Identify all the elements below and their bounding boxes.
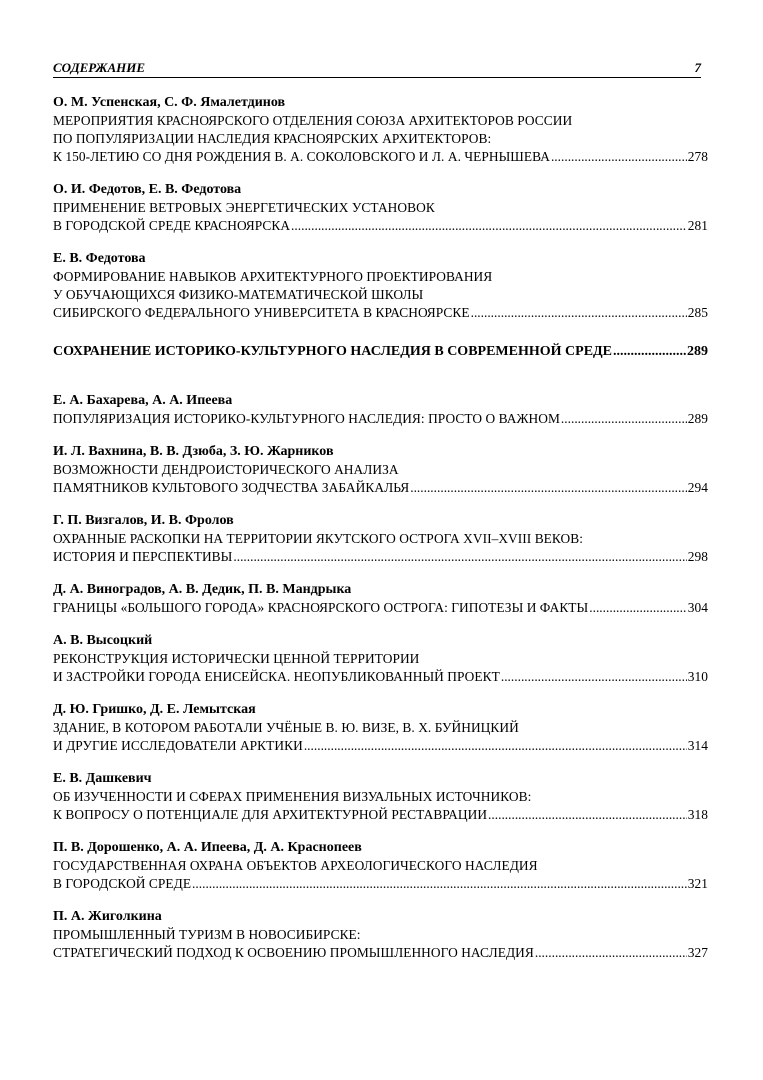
toc-entry[interactable]: [53, 392, 708, 428]
entry-last-line: [53, 737, 708, 755]
entry-title-line: СТРАТЕГИЧЕСКИЙ ПОДХОД К ОСВОЕНИЮ ПРОМЫШЛЕННОГО НАСЛЕДИЯ: [53, 945, 534, 960]
entry-page-number: 281: [687, 218, 708, 233]
entry-title-line: ПОПУЛЯРИЗАЦИЯ ИСТОРИКО-КУЛЬТУРНОГО НАСЛЕДИЯ: ПРОСТО О ВАЖНОМ: [53, 411, 560, 426]
toc-entry[interactable]: [53, 632, 708, 686]
entry-title-line: ФОРМИРОВАНИЕ НАВЫКОВ АРХИТЕКТУРНОГО ПРОЕКТИРОВАНИЯ: [53, 269, 493, 284]
entry-authors: Е. А. Бахарева, А. А. Ипеева: [53, 393, 233, 408]
entry-title-line: ОХРАННЫЕ РАСКОПКИ НА ТЕРРИТОРИИ ЯКУТСКОГО ОСТРОГА XVII–XVIII ВЕКОВ:: [53, 531, 584, 546]
dot-leader: [410, 479, 687, 497]
entry-authors: Д. А. Виноградов, А. В. Дедик, П. В. Мандрыка: [53, 582, 352, 597]
entry-title-line: ГРАНИЦЫ «БОЛЬШОГО ГОРОДА» КРАСНОЯРСКОГО ОСТРОГА: ГИПОТЕЗЫ И ФАКТЫ: [53, 600, 589, 615]
entry-page-number: 278: [687, 149, 708, 164]
toc-entry[interactable]: [53, 94, 708, 166]
toc-group-2: [53, 392, 708, 962]
dot-leader: [613, 343, 686, 361]
entry-last-line: [53, 410, 708, 428]
toc-entry[interactable]: [53, 770, 708, 824]
entry-title-line: ВОЗМОЖНОСТИ ДЕНДРОИСТОРИЧЕСКОГО АНАЛИЗА: [53, 462, 399, 477]
toc-entry[interactable]: [53, 908, 708, 962]
entry-page-number: 289: [687, 411, 708, 426]
entry-authors: И. Л. Вахнина, В. В. Дзюба, З. Ю. Жарников: [53, 444, 334, 459]
entry-authors: А. В. Высоцкий: [53, 633, 153, 648]
entry-title-line: И ЗАСТРОЙКИ ГОРОДА ЕНИСЕЙСКА. НЕОПУБЛИКОВАННЫЙ ПРОЕКТ: [53, 669, 500, 684]
dot-leader: [551, 148, 687, 166]
entry-page-number: 285: [687, 305, 708, 320]
toc-entry[interactable]: [53, 181, 708, 235]
dot-leader: [561, 410, 687, 428]
entry-authors: Е. В. Федотова: [53, 251, 146, 266]
entry-title-line: ОБ ИЗУЧЕННОСТИ И СФЕРАХ ПРИМЕНЕНИЯ ВИЗУАЛЬНЫХ ИСТОЧНИКОВ:: [53, 789, 532, 804]
entry-authors: Е. В. Дашкевич: [53, 771, 152, 786]
entry-last-line: [53, 875, 708, 893]
entry-title-line: К ВОПРОСУ О ПОТЕНЦИАЛЕ ДЛЯ АРХИТЕКТУРНОЙ РЕСТАВРАЦИИ: [53, 807, 488, 822]
dot-leader: [304, 737, 687, 755]
header-page-number: 7: [694, 60, 701, 75]
toc-entry[interactable]: [53, 443, 708, 497]
entry-authors: О. М. Успенская, С. Ф. Ямалетдинов: [53, 95, 286, 110]
dot-leader: [488, 806, 687, 824]
dot-leader: [535, 944, 687, 962]
entry-page-number: 314: [687, 738, 708, 753]
entry-title-line: И ДРУГИЕ ИССЛЕДОВАТЕЛИ АРКТИКИ: [53, 738, 303, 753]
entry-title-line: К 150-ЛЕТИЮ СО ДНЯ РОЖДЕНИЯ В. А. СОКОЛОВСКОГО И Л. А. ЧЕРНЫШЕВА: [53, 149, 550, 164]
entry-title-line: В ГОРОДСКОЙ СРЕДЕ: [53, 876, 192, 891]
toc-entry[interactable]: [53, 839, 708, 893]
entry-title-line: ПРОМЫШЛЕННЫЙ ТУРИЗМ В НОВОСИБИРСКЕ:: [53, 927, 361, 942]
section-title: СОХРАНЕНИЕ ИСТОРИКО-КУЛЬТУРНОГО НАСЛЕДИЯ В СОВРЕМЕННОЙ СРЕДЕ: [53, 344, 613, 359]
entry-page-number: 327: [687, 945, 708, 960]
entry-last-line: [53, 479, 708, 497]
entry-title-line: ИСТОРИЯ И ПЕРСПЕКТИВЫ: [53, 549, 233, 564]
entry-page-number: 304: [687, 600, 708, 615]
entry-last-line: [53, 304, 708, 322]
toc-entry[interactable]: [53, 250, 708, 322]
toc-group-1: [53, 94, 708, 322]
entry-last-line: [53, 668, 708, 686]
entry-page-number: 321: [687, 876, 708, 891]
entry-title-line: СИБИРСКОГО ФЕДЕРАЛЬНОГО УНИВЕРСИТЕТА В КРАСНОЯРСКЕ: [53, 305, 470, 320]
toc-section-heading[interactable]: [53, 343, 708, 361]
entry-page-number: 318: [687, 807, 708, 822]
dot-leader: [291, 217, 687, 235]
entry-title-line: ПРИМЕНЕНИЕ ВЕТРОВЫХ ЭНЕРГЕТИЧЕСКИХ УСТАНОВОК: [53, 200, 435, 215]
entry-last-line: [53, 806, 708, 824]
running-header: [53, 61, 701, 78]
entry-last-line: [53, 944, 708, 962]
dot-leader: [589, 599, 686, 617]
toc-entry[interactable]: [53, 701, 708, 755]
entry-last-line: [53, 599, 708, 617]
entry-authors: П. В. Дорошенко, А. А. Ипеева, Д. А. Краснопеев: [53, 840, 362, 855]
entry-title-line: В ГОРОДСКОЙ СРЕДЕ КРАСНОЯРСКА: [53, 218, 291, 233]
entry-title-line: ГОСУДАРСТВЕННАЯ ОХРАНА ОБЪЕКТОВ АРХЕОЛОГИЧЕСКОГО НАСЛЕДИЯ: [53, 858, 538, 873]
entry-title-line: РЕКОНСТРУКЦИЯ ИСТОРИЧЕСКИ ЦЕННОЙ ТЕРРИТОРИИ: [53, 651, 420, 666]
header-title: СОДЕРЖАНИЕ: [53, 60, 146, 75]
dot-leader: [233, 548, 686, 566]
entry-authors: Д. Ю. Гришко, Д. Е. Лемытская: [53, 702, 256, 717]
entry-title-line: ПАМЯТНИКОВ КУЛЬТОВОГО ЗОДЧЕСТВА ЗАБАЙКАЛЬЯ: [53, 480, 410, 495]
dot-leader: [471, 304, 687, 322]
toc-list: [53, 94, 708, 977]
entry-last-line: [53, 548, 708, 566]
entry-last-line: [53, 217, 708, 235]
entry-last-line: [53, 148, 708, 166]
entry-authors: Г. П. Визгалов, И. В. Фролов: [53, 513, 234, 528]
toc-entry[interactable]: [53, 581, 708, 617]
dot-leader: [501, 668, 687, 686]
dot-leader: [192, 875, 687, 893]
section-page: 289: [687, 344, 708, 359]
entry-title-line: ЗДАНИЕ, В КОТОРОМ РАБОТАЛИ УЧЁНЫЕ В. Ю. ВИЗЕ, В. Х. БУЙНИЦКИЙ: [53, 720, 519, 735]
toc-entry[interactable]: [53, 512, 708, 566]
entry-authors: П. А. Жиголкина: [53, 909, 162, 924]
entry-page-number: 298: [687, 549, 708, 564]
entry-authors: О. И. Федотов, Е. В. Федотова: [53, 182, 242, 197]
entry-title-line: У ОБУЧАЮЩИХСЯ ФИЗИКО-МАТЕМАТИЧЕСКОЙ ШКОЛЫ: [53, 287, 424, 302]
entry-page-number: 294: [687, 480, 708, 495]
entry-page-number: 310: [687, 669, 708, 684]
entry-title-line: ПО ПОПУЛЯРИЗАЦИИ НАСЛЕДИЯ КРАСНОЯРСКИХ АРХИТЕКТОРОВ:: [53, 131, 492, 146]
entry-title-line: МЕРОПРИЯТИЯ КРАСНОЯРСКОГО ОТДЕЛЕНИЯ СОЮЗА АРХИТЕКТОРОВ РОССИИ: [53, 113, 573, 128]
